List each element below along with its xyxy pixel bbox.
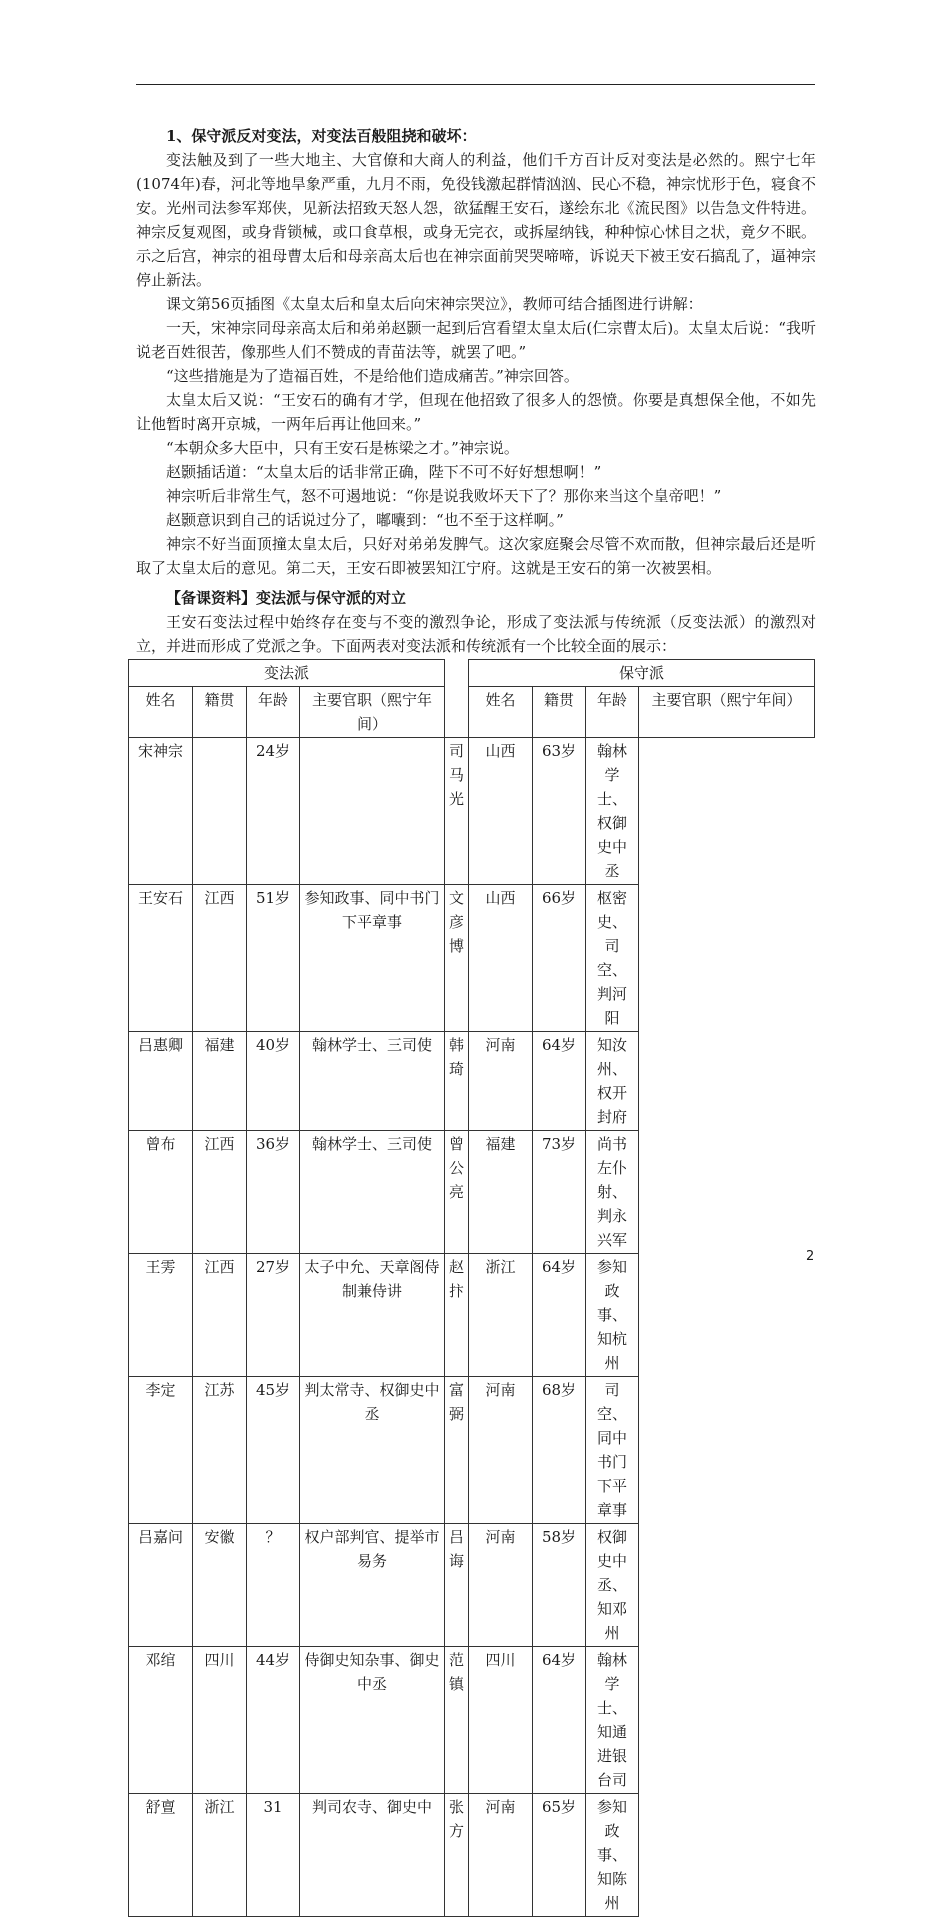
header-rule (136, 84, 815, 85)
conservative-age-cell: 68岁 (533, 1377, 586, 1524)
reform-office-cell: 侍御史知杂事、御史中丞 (300, 1647, 445, 1794)
reform-age-cell: 31 (247, 1794, 300, 1917)
paragraph: 课文第56页插图《太皇太后和皇太后向宋神宗哭泣》，教师可结合插图进行讲解： (166, 295, 703, 313)
reform-origin-cell: 安徽 (193, 1524, 247, 1647)
reform-origin-cell: 江西 (193, 1131, 247, 1254)
conservative-origin-cell: 四川 (469, 1647, 533, 1794)
conservative-name-cell: 赵抃 (445, 1254, 469, 1377)
reform-name-cell: 曾布 (129, 1131, 193, 1254)
reform-origin-cell: 浙江 (193, 1794, 247, 1917)
reference-section-title: 【备课资料】变法派与保守派的对立 (166, 589, 407, 607)
reform-name-cell: 李定 (129, 1377, 193, 1524)
reform-name-cell: 邓绾 (129, 1647, 193, 1794)
conservative-office-cell: 权御史中丞、知邓州 (586, 1524, 639, 1647)
conservative-office-cell: 司空、同中书门下平章事 (586, 1377, 639, 1524)
conservative-office-cell: 参知政事、知杭州 (586, 1254, 639, 1377)
section-heading: 1、保守派反对变法，对变法百般阻挠和破坏： (166, 127, 477, 145)
paragraph: 变法触及到了一些大地主、大官僚和大商人的利益，他们千方百计反对变法是必然的。熙宁七年(1074年)春，河北等地旱象严重，九月不雨，免役钱激起群情汹汹、民心不稳，神宗忧形于色，寝食不安。光州司法参军郑侠，见新法招致天怒人怨，欲猛醒王安石，遂绘东北《流民图》以告急文件特进。神宗反复观图，或身背锁械，或口食草根，或身无完衣，或拆屋纳钱，种种惊心怵目之状，竟夕不眠。示之后宫，神宗的祖母曹太后和母亲高太后也在神宗面前哭哭啼啼，诉说天下被王安石搞乱了，逼神宗停止新法。 (136, 151, 816, 289)
conservative-office-cell: 知汝州、权开封府 (586, 1032, 639, 1131)
header-office: 主要官职（熙宁年间） (300, 687, 445, 738)
paragraph-list (136, 148, 816, 580)
conservative-origin-cell: 河南 (469, 1377, 533, 1524)
reform-age-cell: 44岁 (247, 1647, 300, 1794)
reform-origin-cell: 江苏 (193, 1377, 247, 1524)
paragraph: 赵颢插话道：“太皇太后的话非常正确，陛下不可不好好想想啊！” (166, 463, 602, 481)
reform-name-cell: 吕惠卿 (129, 1032, 193, 1131)
page-number: 2 (806, 1249, 815, 1264)
conservative-faction-title: 保守派 (469, 660, 815, 687)
reform-name-cell: 吕嘉问 (129, 1524, 193, 1647)
conservative-origin-cell: 河南 (469, 1794, 533, 1917)
reform-name-cell: 舒亶 (129, 1794, 193, 1917)
paragraph: 一天，宋神宗同母亲高太后和弟弟赵颢一起到后宫看望太皇太后(仁宗曹太后)。太皇太后说：“我听说老百姓很苦，像那些人们不赞成的青苗法等，就罢了吧。” (136, 319, 816, 361)
conservative-origin-cell: 山西 (469, 738, 533, 885)
paragraph: 神宗听后非常生气，怒不可遏地说：“你是说我败坏天下了？那你来当这个皇帝吧！” (166, 487, 722, 505)
table-row (129, 1794, 815, 1917)
conservative-office-cell: 翰林学士、知通进银台司 (586, 1647, 639, 1794)
conservative-origin-cell: 河南 (469, 1524, 533, 1647)
conservative-origin-cell: 福建 (469, 1131, 533, 1254)
reform-office-cell: 权户部判官、提举市易务 (300, 1524, 445, 1647)
conservative-origin-cell: 浙江 (469, 1254, 533, 1377)
reform-origin-cell: 江西 (193, 885, 247, 1032)
reform-office-cell: 翰林学士、三司使 (300, 1032, 445, 1131)
table-header-row (129, 687, 815, 738)
conservative-age-cell: 65岁 (533, 1794, 586, 1917)
conservative-name-cell: 曾公亮 (445, 1131, 469, 1254)
document-body (136, 124, 816, 1917)
conservative-age-cell: 73岁 (533, 1131, 586, 1254)
conservative-office-cell: 尚书左仆射、判永兴军 (586, 1131, 639, 1254)
table-row (129, 1377, 815, 1524)
reform-name-cell: 宋神宗 (129, 738, 193, 885)
table-row (129, 1131, 815, 1254)
table-row (129, 885, 815, 1032)
table-row (129, 1254, 815, 1377)
table-title-row (129, 660, 815, 687)
conservative-office-cell: 翰林学士、权御史中丞 (586, 738, 639, 885)
conservative-name-cell: 富弼 (445, 1377, 469, 1524)
reform-age-cell: 51岁 (247, 885, 300, 1032)
header-office: 主要官职（熙宁年间） (639, 687, 815, 738)
conservative-name-cell: 张方 (445, 1794, 469, 1917)
paragraph: 赵颢意识到自己的话说过分了，嘟囔到：“也不至于这样啊。” (166, 511, 564, 529)
reform-office-cell: 太子中允、天章阁侍制兼侍讲 (300, 1254, 445, 1377)
header-origin: 籍贯 (193, 687, 247, 738)
reform-office-cell: 判太常寺、权御史中丞 (300, 1377, 445, 1524)
reform-age-cell: ？ (247, 1524, 300, 1647)
conservative-office-cell: 参知政事、知陈州 (586, 1794, 639, 1917)
reform-office-cell: 翰林学士、三司使 (300, 1131, 445, 1254)
reform-age-cell: 40岁 (247, 1032, 300, 1131)
paragraph: “这些措施是为了造福百姓，不是给他们造成痛苦。”神宗回答。 (166, 367, 579, 385)
conservative-age-cell: 64岁 (533, 1647, 586, 1794)
table-gap (445, 660, 469, 738)
paragraph: 神宗不好当面顶撞太皇太后，只好对弟弟发脾气。这次家庭聚会尽管不欢而散，但神宗最后还是听取了太皇太后的意见。第二天，王安石即被罢知江宁府。这就是王安石的第一次被罢相。 (136, 535, 816, 577)
conservative-age-cell: 64岁 (533, 1032, 586, 1131)
reform-origin-cell: 四川 (193, 1647, 247, 1794)
table-row (129, 1524, 815, 1647)
reform-age-cell: 36岁 (247, 1131, 300, 1254)
reform-faction-title: 变法派 (129, 660, 445, 687)
conservative-age-cell: 64岁 (533, 1254, 586, 1377)
reform-office-cell (300, 738, 445, 885)
conservative-office-cell: 枢密史、司空、判河阳 (586, 885, 639, 1032)
paragraph: 太皇太后又说：“王安石的确有才学，但现在他招致了很多人的怨愤。你要是真想保全他，不如先让他暂时离开京城，一两年后再让他回来。” (136, 391, 816, 433)
reform-origin-cell: 福建 (193, 1032, 247, 1131)
header-name: 姓名 (129, 687, 193, 738)
conservative-name-cell: 司马光 (445, 738, 469, 885)
header-age: 年龄 (247, 687, 300, 738)
conservative-name-cell: 吕诲 (445, 1524, 469, 1647)
reference-intro: 王安石变法过程中始终存在变与不变的激烈争论，形成了变法派与传统派（反变法派）的激烈对立，并进而形成了党派之争。下面两表对变法派和传统派有一个比较全面的展示： (136, 613, 816, 655)
conservative-age-cell: 63岁 (533, 738, 586, 885)
reform-age-cell: 27岁 (247, 1254, 300, 1377)
reform-office-cell: 参知政事、同中书门下平章事 (300, 885, 445, 1032)
reform-name-cell: 王雱 (129, 1254, 193, 1377)
conservative-origin-cell: 河南 (469, 1032, 533, 1131)
conservative-name-cell: 范镇 (445, 1647, 469, 1794)
conservative-age-cell: 66岁 (533, 885, 586, 1032)
table-row (129, 1032, 815, 1131)
reform-age-cell: 24岁 (247, 738, 300, 885)
header-name: 姓名 (469, 687, 533, 738)
reform-origin-cell (193, 738, 247, 885)
reform-age-cell: 45岁 (247, 1377, 300, 1524)
reform-office-cell: 判司农寺、御史中 (300, 1794, 445, 1917)
reform-origin-cell: 江西 (193, 1254, 247, 1377)
header-age: 年龄 (586, 687, 639, 738)
table-row (129, 1647, 815, 1794)
conservative-age-cell: 58岁 (533, 1524, 586, 1647)
comparison-table (128, 659, 815, 1917)
header-origin: 籍贯 (533, 687, 586, 738)
table-row (129, 738, 815, 885)
conservative-name-cell: 文彦博 (445, 885, 469, 1032)
paragraph: “本朝众多大臣中，只有王安石是栋梁之才。”神宗说。 (166, 439, 519, 457)
conservative-name-cell: 韩琦 (445, 1032, 469, 1131)
conservative-origin-cell: 山西 (469, 885, 533, 1032)
reform-name-cell: 王安石 (129, 885, 193, 1032)
